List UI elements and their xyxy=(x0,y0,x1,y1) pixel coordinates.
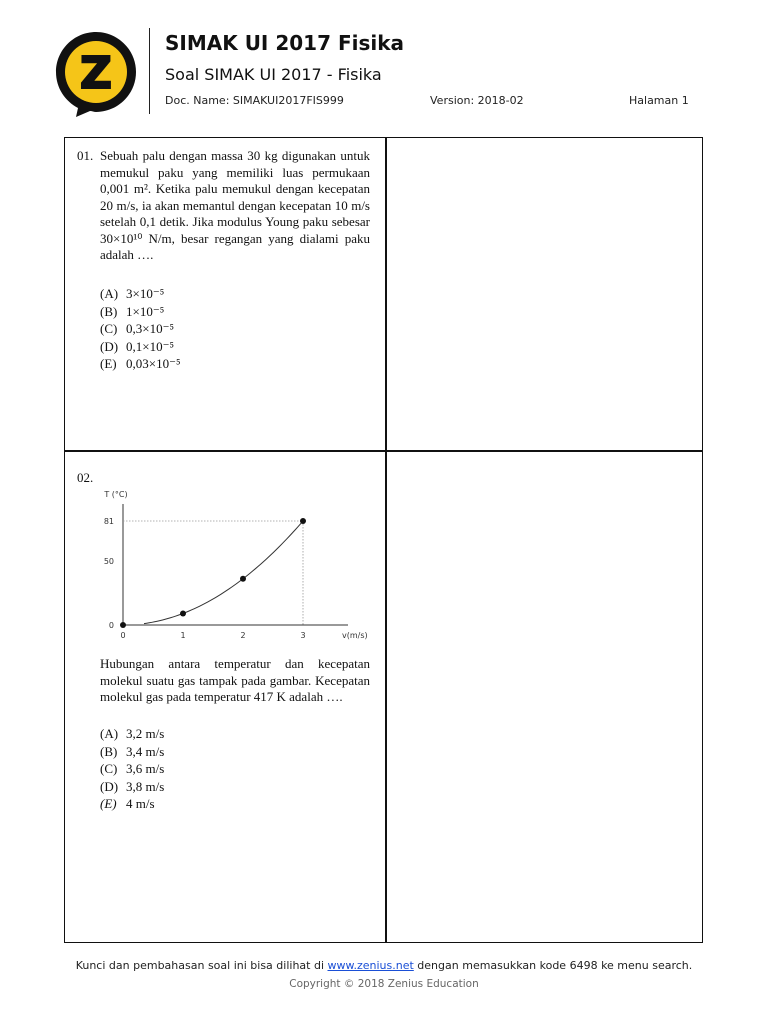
option-1d xyxy=(100,338,180,356)
option-text: 3,2 m/s xyxy=(126,726,165,741)
data-point xyxy=(300,518,306,524)
doc-version: Version: 2018-02 xyxy=(430,94,524,107)
option-2b xyxy=(100,743,164,761)
option-2c xyxy=(100,760,164,778)
option-label: (B) xyxy=(100,743,118,759)
option-text: 0,1×10⁻⁵ xyxy=(126,338,174,354)
option-label: (A) xyxy=(100,726,119,741)
option-1a xyxy=(100,285,180,303)
copyright: Copyright © 2018 Zenius Education xyxy=(289,978,479,990)
y-tick-label: 0 xyxy=(108,621,114,630)
option-2d xyxy=(100,778,164,796)
option-text: 3,6 m/s xyxy=(126,761,165,776)
x-tick-label: 2 xyxy=(240,631,246,640)
page-subtitle: Soal SIMAK UI 2017 - Fisika xyxy=(165,65,382,84)
option-label: (B) xyxy=(100,303,118,319)
zenius-link[interactable]: www.zenius.net xyxy=(327,959,414,972)
question-2-text: Hubungan antara temperatur dan kecepatan molekul suatu gas tampak pada gambar. Kecepatan molekul gas pada temperatur 417 K adalah …. xyxy=(100,656,370,704)
header-divider xyxy=(149,28,150,114)
option-label: (C) xyxy=(100,761,118,776)
option-label: (D) xyxy=(100,778,119,794)
x-tick-label: 3 xyxy=(300,631,306,640)
x-axis-label: v(m/s) xyxy=(342,631,368,640)
page-title: SIMAK UI 2017 Fisika xyxy=(165,31,405,55)
logo-letter: Z xyxy=(80,48,112,99)
footer-text-after: dengan memasukkan kode 6498 ke menu search. xyxy=(413,959,693,972)
data-point xyxy=(120,622,126,628)
doc-name: Doc. Name: SIMAKUI2017FIS999 xyxy=(165,94,344,107)
option-text: 4 m/s xyxy=(126,796,155,811)
footer-text-before: Kunci dan pembahasan soal ini bisa dilihat di xyxy=(75,959,328,972)
question-1-options xyxy=(100,285,180,373)
data-point xyxy=(240,576,246,582)
option-label: (A) xyxy=(100,286,119,301)
option-label: (D) xyxy=(100,338,119,354)
option-1b xyxy=(100,303,180,321)
option-text: 3×10⁻⁵ xyxy=(126,286,165,301)
option-text: 0,03×10⁻⁵ xyxy=(126,356,181,371)
zenius-logo xyxy=(54,30,138,118)
option-2a xyxy=(100,725,164,743)
data-point xyxy=(180,610,186,616)
option-text: 3,4 m/s xyxy=(126,743,165,759)
option-1c xyxy=(100,320,180,338)
y-tick-label: 50 xyxy=(103,556,114,566)
question-2-number: 02. xyxy=(77,470,94,485)
option-text: 3,8 m/s xyxy=(126,778,165,794)
option-label: (E) xyxy=(100,356,117,371)
temperature-curve xyxy=(144,521,303,624)
x-tick-label: 1 xyxy=(180,631,186,640)
option-label: (E) xyxy=(100,796,117,811)
option-1e xyxy=(100,355,180,373)
footer-note xyxy=(0,959,768,972)
x-tick-label: 0 xyxy=(120,631,126,640)
option-label: (C) xyxy=(100,321,118,336)
temperature-velocity-chart xyxy=(98,486,378,646)
grid-vertical-divider xyxy=(385,137,387,943)
y-tick-label: 81 xyxy=(103,517,114,526)
question-1-text: Sebuah palu dengan massa 30 kg digunakan untuk memukul paku yang memiliki luas permukaan 0,001 m². Ketika palu memukul dengan kecepatan 20 m/s, ia akan memantul dengan kecepatan 10 m/s setelah 0,1 detik. Jika modulus Young paku sebesar 30×10¹⁰ N/m, besar regangan yang dialami paku adalah …. xyxy=(100,148,370,262)
option-text: 1×10⁻⁵ xyxy=(126,303,165,319)
grid-horizontal-divider xyxy=(64,450,703,452)
page-number: Halaman 1 xyxy=(629,94,689,107)
question-1-number: 01. xyxy=(77,148,94,163)
option-text: 0,3×10⁻⁵ xyxy=(126,321,174,336)
y-axis-label: T (°C) xyxy=(104,490,128,499)
question-2-options xyxy=(100,725,164,813)
option-2e xyxy=(100,795,164,813)
